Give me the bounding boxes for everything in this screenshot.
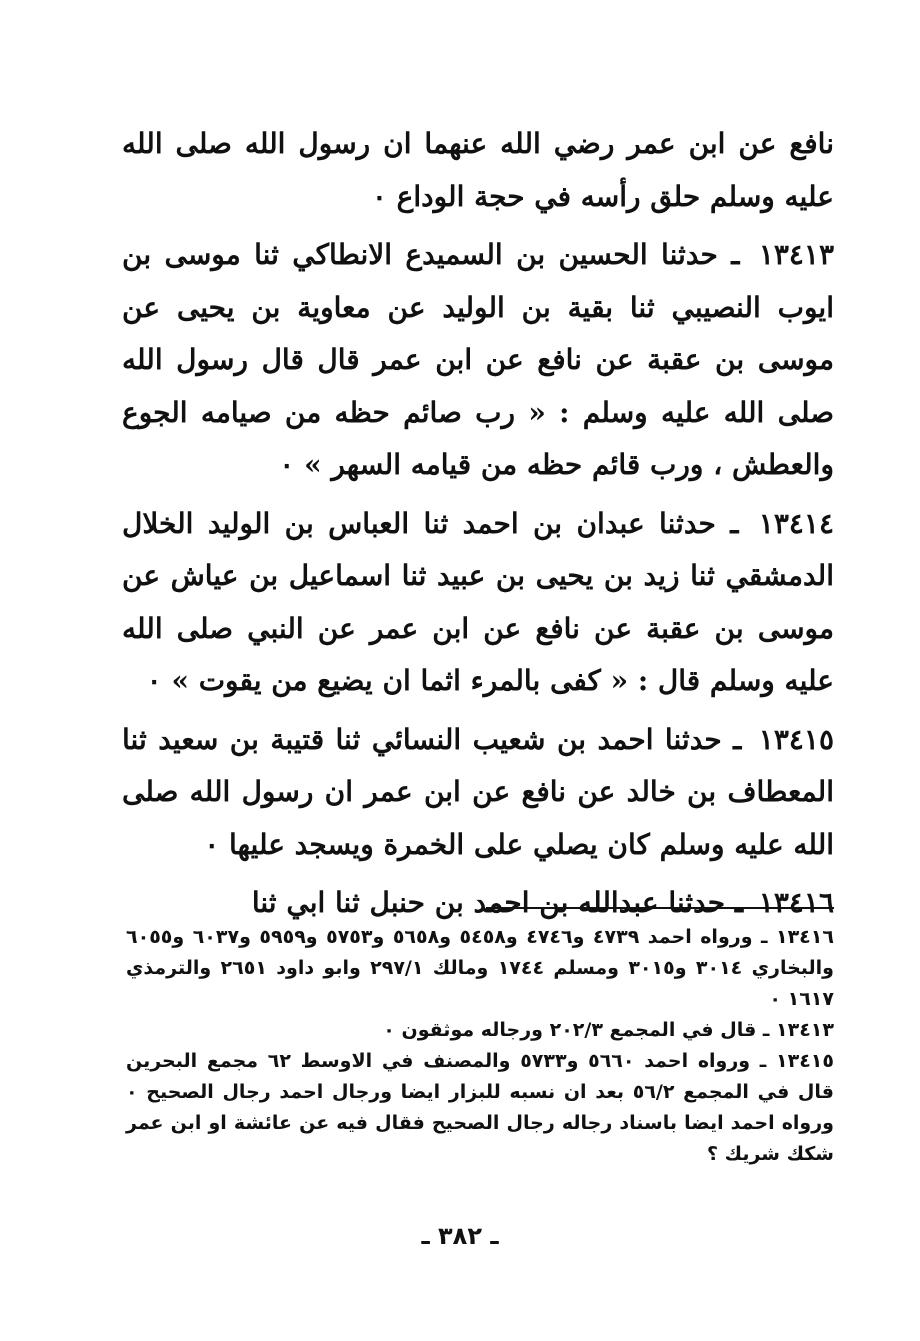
- hadith-text: ـ حدثنا عبدان بن احمد ثنا العباس بن الوليد الخلال الدمشقي ثنا زيد بن يحيى بن عبيد ثنا اسماعيل بن عياش عن موسى بن عقبة عن نافع عن ابن عمر عن النبي صلى الله عليه وسلم قال : « كفى بالمرء اثما ان يضيع من يقوت » ٠: [122, 506, 834, 697]
- hadith-number: ١٣٤١٤: [758, 506, 834, 540]
- footnote: ١٣٤١٥ ـ ورواه احمد ٥٦٦٠ و٥٧٣٣ والمصنف في الاوسط ٦٢ مجمع البحرين قال في المجمع ٥٦/٢ بعد ان نسبه للبزار ايضا ورجال احمد رجال الصحيح ٠ ورواه احمد ايضا باسناد رجاله رجال الصحيح فقال فيه عن عائشة او ابن عمر شكك شريك ؟: [126, 1050, 834, 1165]
- footnotes-section: [126, 922, 834, 1170]
- main-text-body: [122, 118, 834, 930]
- hadith-paragraph: [122, 229, 834, 492]
- hadith-number: ١٣٤١٣: [758, 238, 835, 271]
- hadith-text: ـ حدثنا احمد بن شعيب النسائي ثنا قتيبة بن سعيد ثنا المعطاف بن خالد عن نافع عن ابن عمر ان رسول الله صلى الله عليه وسلم كان يصلي على الخمرة ويسجد عليها ٠: [122, 722, 834, 861]
- footnote-divider: [486, 907, 834, 909]
- page-number: ـ ٣٨٢ ـ: [421, 1222, 499, 1250]
- hadith-paragraph: [122, 714, 834, 872]
- hadith-paragraph: [122, 498, 834, 708]
- continuation-paragraph: نافع عن ابن عمر رضي الله عنهما ان رسول الله صلى الله عليه وسلم حلق رأسه في حجة الوداع ٠: [122, 127, 834, 213]
- hadith-number: ١٣٤١٦: [758, 886, 834, 919]
- hadith-number: ١٣٤١٥: [758, 722, 834, 756]
- footnote: ١٣٤١٣ ـ قال في المجمع ٢٠٢/٣ ورجاله موثقون ٠: [383, 1019, 834, 1041]
- hadith-text: ـ حدثنا عبدالله بن احمد بن حنبل ثنا ابي ثنا: [251, 886, 744, 919]
- footnote: ١٣٤١٦ ـ ورواه احمد ٤٧٣٩ و٤٧٤٦ و٥٤٥٨ و٥٦٥٨ و٥٧٥٣ و٥٩٥٩ و٦٠٣٧ و٦٠٥٥ والبخاري ٣٠١٤ و٣٠١٥ ومسلم ١٧٤٤ ومالك ٢٩٧/١ وابو داود ٢٦٥١ والترمذي ١٦١٧ ٠: [126, 926, 834, 1010]
- hadith-text: ـ حدثنا الحسين بن السميدع الانطاكي ثنا موسى بن ايوب النصيبي ثنا بقية بن الوليد عن معاوية بن يحيى عن موسى بن عقبة عن نافع عن ابن عمر قال قال رسول الله صلى الله عليه وسلم : « رب صائم حظه من صيامه الجوع والعطش ، ورب قائم حظه من قيامه السهر » ٠: [122, 238, 834, 481]
